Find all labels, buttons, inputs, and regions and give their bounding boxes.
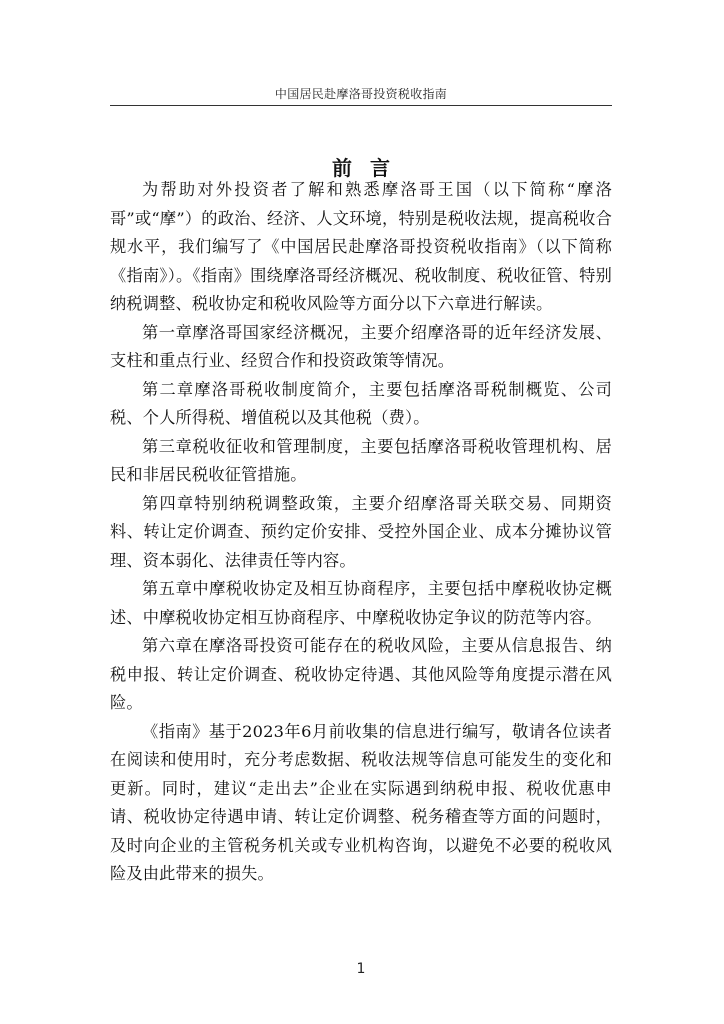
paragraph-chapter-1: 第一章摩洛哥国家经济概况，主要介绍摩洛哥的近年经济发展、支柱和重点行业、经贸合作和投资政策等情况。 xyxy=(110,322,612,370)
paragraph-chapter-4: 第四章特别纳税调整政策，主要介绍摩洛哥关联交易、同期资料、转让定价调查、预约定价安排、受控外国企业、成本分摊协议管理、资本弱化、法律责任等内容。 xyxy=(110,493,612,570)
paragraph-chapter-6: 第六章在摩洛哥投资可能存在的税收风险，主要从信息报告、纳税申报、转让定价调查、税收协定待遇、其他风险等角度提示潜在风险。 xyxy=(110,636,612,712)
header-divider xyxy=(110,105,612,106)
paragraph-disclaimer: 《指南》基于2023年6月前收集的信息进行编写，敬请各位读者在阅读和使用时，充分考虑数据、税收法规等信息可能发生的变化和更新。同时，建议“走出去”企业在实际遇到纳税申报、税收优惠申请、税收协定待遇申请、转让定价调整、税务稽查等方面的问题时，及时向企业的主管税务机关或专业机构咨询，以避免不必要的税收风险及由此带来的损失。 xyxy=(110,721,612,883)
running-header: 中国居民赴摩洛哥投资税收指南 xyxy=(274,87,448,101)
page-title: 前言 xyxy=(332,156,408,181)
paragraph-chapter-5: 第五章中摩税收协定及相互协商程序，主要包括中摩税收协定概述、中摩税收协定相互协商程序、中摩税收协定争议的防范等内容。 xyxy=(110,579,612,627)
paragraph-intro: 为帮助对外投资者了解和熟悉摩洛哥王国（以下简称“摩洛哥”或“摩”）的政治、经济、人文环境，特别是税收法规，提高税收合规水平，我们编写了《中国居民赴摩洛哥投资税收指南》（以下简称《指南》）。《指南》围绕摩洛哥经济概况、税收制度、税收征管、特别纳税调整、税收协定和税收风险等方面分以下六章进行解读。 xyxy=(110,180,612,313)
paragraph-chapter-2: 第二章摩洛哥税收制度简介，主要包括摩洛哥税制概览、公司税、个人所得税、增值税以及其他税（费）。 xyxy=(110,379,612,427)
body-text xyxy=(110,176,612,889)
page-number: 1 xyxy=(356,961,366,977)
paragraph-chapter-3: 第三章税收征收和管理制度，主要包括摩洛哥税收管理机构、居民和非居民税收征管措施。 xyxy=(110,436,612,484)
